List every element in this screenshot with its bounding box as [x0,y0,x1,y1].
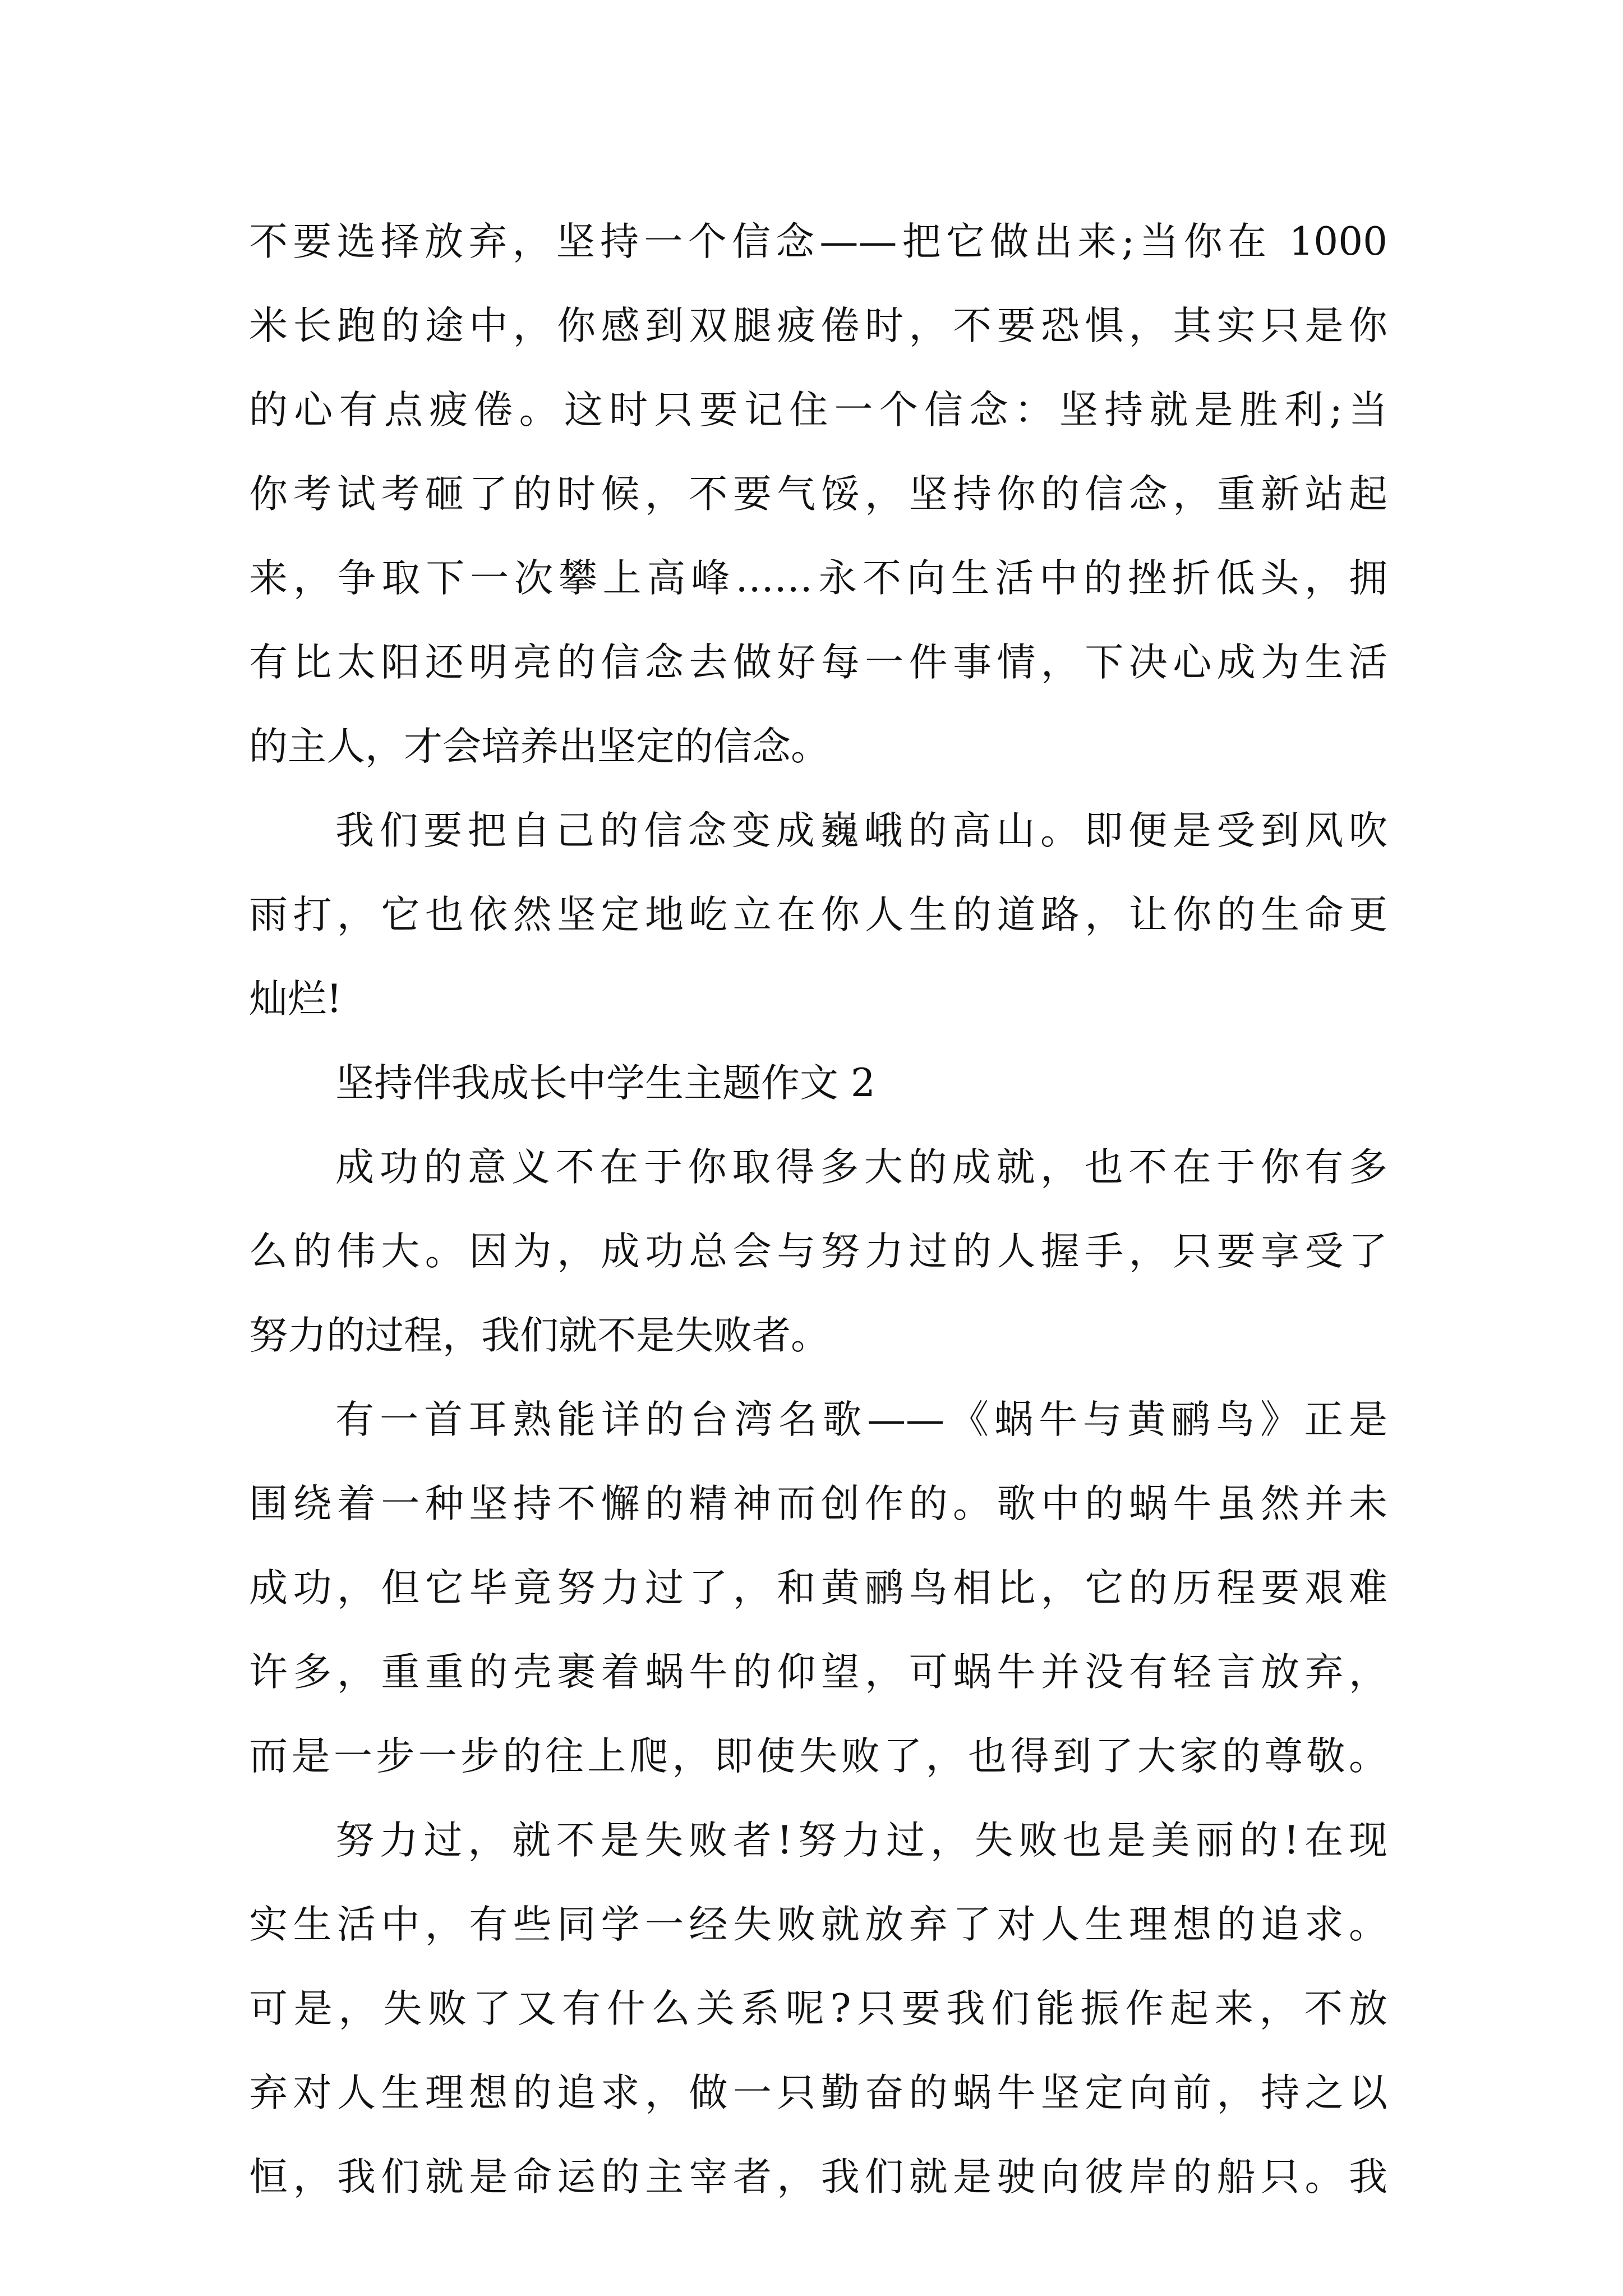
paragraph-line: 有一首耳熟能详的台湾名歌——《蜗牛与黄鹂鸟》正是 [335,1397,1387,1442]
paragraph-line: 的主人，才会培养出坚定的信念。 [249,724,829,769]
paragraph-line: 努力的过程，我们就不是失败者。 [249,1313,829,1358]
paragraph-line: 实生活中，有些同学一经失败就放弃了对人生理想的追求。 [249,1902,1387,1947]
paragraph-line: 恒，我们就是命运的主宰者，我们就是驶向彼岸的船只。我 [249,2155,1387,2200]
paragraph-line: 成功的意义不在于你取得多大的成就，也不在于你有多 [335,1145,1387,1190]
paragraph-line: 雨打，它也依然坚定地屹立在你人生的道路，让你的生命更 [249,892,1387,937]
paragraph-line: 么的伟大。因为，成功总会与努力过的人握手，只要享受了 [249,1229,1387,1274]
paragraph-line: 的心有点疲倦。这时只要记住一个信念：坚持就是胜利;当 [249,388,1387,432]
paragraph-line: 可是，失败了又有什么关系呢?只要我们能振作起来，不放 [249,1986,1387,2031]
paragraph-line: 弃对人生理想的追求，做一只勤奋的蜗牛坚定向前，持之以 [249,2070,1387,2115]
paragraph-line: 不要选择放弃，坚持一个信念——把它做出来;当你在 1000 [249,219,1387,264]
paragraph-line: 努力过，就不是失败者!努力过，失败也是美丽的!在现 [335,1818,1387,1863]
paragraph-line: 有比太阳还明亮的信念去做好每一件事情，下决心成为生活 [249,640,1387,685]
paragraph-line: 成功，但它毕竟努力过了，和黄鹂鸟相比，它的历程要艰难 [249,1566,1387,1611]
paragraph-line: 灿烂! [249,977,342,1022]
paragraph-line: 我们要把自己的信念变成巍峨的高山。即便是受到风吹 [335,808,1387,853]
paragraph-line: 米长跑的途中，你感到双腿疲倦时，不要恐惧，其实只是你 [249,303,1387,348]
paragraph-line: 你考试考砸了的时候，不要气馁，坚持你的信念，重新站起 [249,472,1387,517]
paragraph-line: 许多，重重的壳裹着蜗牛的仰望，可蜗牛并没有轻言放弃， [249,1650,1387,1695]
paragraph-line: 而是一步一步的往上爬，即使失败了，也得到了大家的尊敬。 [249,1734,1387,1779]
section-heading: 坚持伴我成长中学生主题作文 2 [335,1061,875,1106]
paragraph-line: 来，争取下一次攀上高峰……永不向生活中的挫折低头，拥 [249,556,1387,601]
paragraph-line: 围绕着一种坚持不懈的精神而创作的。歌中的蜗牛虽然并未 [249,1481,1387,1526]
